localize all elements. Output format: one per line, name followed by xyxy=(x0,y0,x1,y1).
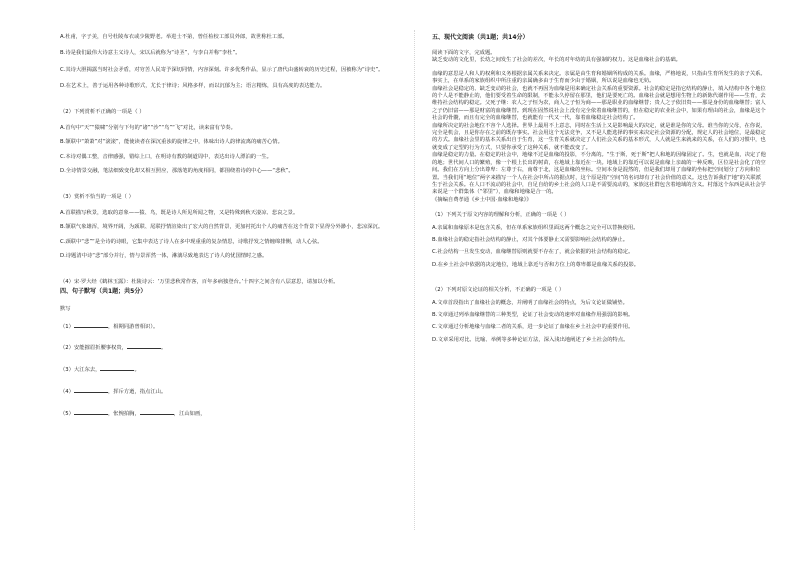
section-4-title: 四、句子默写（共1题；共5分） xyxy=(60,288,147,296)
dictation-number: （2） xyxy=(60,345,74,352)
reading-q1-option-c: C.社会结构一旦发生变动，血缘继替原则就要不存在了，就会依据的社会结构的稳定。 xyxy=(432,249,634,256)
reading-q2-option-b: B.文章通过列举血缘继替的三种类型，论证了社会变动的速率对血缘作用强弱的影响。 xyxy=(432,311,634,318)
answer-blank[interactable] xyxy=(74,322,108,328)
reading-q1-option-a: A.亲属和血缘原本是包含关系，但在单系家族组织里面这两个概念之完全可以替换使用。 xyxy=(432,224,639,231)
dictation-text: ，相期同游曾相识）。 xyxy=(107,323,159,330)
answer-blank[interactable] xyxy=(140,409,174,415)
dictation-line-5 xyxy=(60,409,400,418)
reading-q2-option-a: A.文章首段指出了血缘社会的概念，并阐明了血缘社会的特点，为后文论证做铺垫。 xyxy=(432,299,628,306)
dictation-line-4 xyxy=(60,387,400,396)
dictation-line-3 xyxy=(60,365,400,374)
dictation-text: 大江东去， xyxy=(73,367,101,374)
q1-option-b: B.诗是我们最伟大诗意主义诗人，宋以后就称为“诗圣”，与李白并称“李杜”。 xyxy=(60,50,241,57)
dictation-number: （1） xyxy=(60,323,74,330)
reading-paragraph-4: 血缘所决定的社会地位不容个人选择。世界上最用不上意志，同时在生活上又是影响最大的决定，就是谁是你的父母。谁当你的父母，在你说，完全是机会，且是你存在之前的既存事实。社会用这个无法竞争，又不是人能选择的事实来决定社会资源的分配，规定人的社会地位，是最稳定的方式。血缘社会里的基本关系出自于生育，这一生育关系就决定了人们社会关系的基本形式，人人就是生来就来的关系，在人们的习惯中，也就变成了定型的行为方式，只要你承受了这种关系，就不能改变了。 xyxy=(432,122,766,151)
dictation-heading: 默写 xyxy=(60,306,71,313)
reading-q2-option-d: D.文章采用对比、比喻、举例等多种论证方法，深入浅出地阐述了乡土社会的特点。 xyxy=(432,336,629,343)
reading-q1-option-d: D.在乡土社会中依据的决定地位，地域上靠近与否和方位上的尊卑都是血缘关系的投影。 xyxy=(432,261,640,268)
reading-q1-stem: （1）下列关于原文内容的理解和分析，正确的一项是（ ） xyxy=(432,212,570,219)
dictation-text: ，挥斥方遒，指点江山。 xyxy=(107,389,167,396)
column-divider xyxy=(414,30,415,530)
dictation-number: （3） xyxy=(60,367,74,374)
q3-option-b: B.颔联气象雄浑，境界开阔，为颈联、尾联抒情渲染出了宏大的自然背景，更加衬托出个人的痛苦在这个背景下显得分外渺小，悲凉深沉。 xyxy=(60,224,384,231)
q2-option-c: C.本诗对偶工整，音律感强，错综上口，在明诗有教的制道周中，表达出诗人漂泊的一生。 xyxy=(60,153,272,160)
answer-blank[interactable] xyxy=(74,387,108,393)
dictation-line-2 xyxy=(60,343,400,352)
dictation-text: 。 xyxy=(160,345,167,352)
dictation-text: 。 xyxy=(134,367,140,374)
q2-option-b: B.颔联中“萧萧”对“滚滚”，能使读者在深沉重浊的旋律之中，体味出诗人韵律流离的痛苦心情。 xyxy=(60,139,283,146)
dictation-text: ，怅惋拍胸， xyxy=(107,411,140,418)
section-5-title: 五、现代文阅读（共1题；共14分） xyxy=(432,34,529,41)
reading-source: 《摘编自费孝通《乡土中国·血缘和地缘》》 xyxy=(432,196,532,203)
right-column xyxy=(432,34,766,344)
answer-blank[interactable] xyxy=(100,365,134,371)
reading-q1-option-b: B.血缘社会的稳定指社会结构的静止，对其个体要静止又需要影响社会结构的静止。 xyxy=(432,236,629,243)
reading-paragraph-3: 血缘社会是稳定的、缺乏变动的社会，也就不再因为血缘是用来确定社会关系的重要资源。社会的稳定是指它结构的静止，填入结构中各个地位的个人是不能静止的，他们要受着生命的限制，不能永久停留在那里，他们是要死亡的。血缘社会就是想用生物上的新陈代谢作用——生育，去维持社会结构的稳定。父死子继：农人之子恒为农，商人之子恒为商——那是职业的血缘继替；贵人之子依旧贵——那是身份的血缘继替；富人之子仍旧富——那是财富的血缘继替。到现在固然说社会上没有完全依着血缘继替的，但在稳定的农业社会中，如果有理由的社会，血缘是这个社会的骨髓，而且有完全的血缘继替，也就能有一代又一代，靠着血缘稳定社会结构了。 xyxy=(432,85,766,122)
q2-option-d: D.全诗情景交融，笔法细致变化却又相互照应，那落笔的角度相同，都围绕着诗的中心——“悲秋”。 xyxy=(60,168,294,175)
dictation-number: （5） xyxy=(60,411,74,418)
dictation-line-1 xyxy=(60,322,400,331)
answer-blank[interactable] xyxy=(127,343,161,349)
reading-paragraph-2: 血缘的意思是人和人的权利和义务根据亲属关系来决定。亲属是由生育和婚姻所构成的关系。血缘，严格地说，只指由生育所发生的亲子关系。事实上，在单系的家族组织中所注重的亲属确多由于生育而少由于婚姻，所以说是血缘也无妨。 xyxy=(432,70,766,85)
left-column xyxy=(60,34,400,431)
q1-option-d: D.在艺术上，善于运用各种诗歌形式，尤长于律诗；风格多样，而以沉郁为主；语言精炼，具有高度的表达能力。 xyxy=(60,83,326,90)
q3-option-c: C.颈联中“悲”“是全诗的诗眼，它集中表达了诗人在多中现重重的复杂情思，诗歌抒发之情缠绵排恻，动人心弦。 xyxy=(60,238,323,245)
q2-option-a: A.首句中“天”“猿啸”分别与下句的“诸”“沙”“鸟”“飞”对比，读来富有节奏。 xyxy=(60,125,236,132)
q3-option-d: D.诗题清中诗“悲”部分并行，情与景浑然一体，淋漓尽致地表达了诗人的忧国情时之感。 xyxy=(60,253,268,260)
dictation-text: 安能摧眉折腰事权贵， xyxy=(73,345,127,352)
reading-q2-stem: （2）下列对原文论证的相关分析，不正确的一项是（ ） xyxy=(432,287,565,294)
reading-intro: 阅读下面的文字，完成题。 xyxy=(432,50,496,56)
q3-stem: （3）赏析不恰当的一项是（ ） xyxy=(60,193,134,200)
q4-text: （4）宋·罗大经《鹤林玉露》：杜陵诗云：‘万里悲秋常作客，百年多病独登台。’十四字之间含有八层意思，请加以分析。 xyxy=(60,278,339,285)
q1-option-c: C.其诗大胆揭露当时社会矛盾，对穷苦人民寄予深切同情，内容深刻。许多优秀作品，显示了唐代由盛转衰的历史过程，因被称为“诗史”。 xyxy=(60,66,384,73)
q1-option-a: A.杜甫，字子美，自号杜陵布衣或少陵野老。举进士不第，曾任检校工部员外郎，故世称杜工部。 xyxy=(60,34,288,40)
q3-option-a: A.首联描写秋景，选取的意象——猿、鸟，既是诗人所见所闻之物，又是特殊到秋天凄凉、悲哀之景。 xyxy=(60,210,299,217)
dictation-text: ，江山如画， xyxy=(173,411,206,418)
reading-paragraph-1: 缺乏变动的文化里，长幼之间发生了社会的差次，年长的对年幼的具有强制的权力。这是血缘社会的基础。 xyxy=(432,57,681,64)
q2-stem: （2）下列赏析不正确的一项是（ ） xyxy=(60,108,145,115)
dictation-number: （4） xyxy=(60,389,74,396)
answer-blank[interactable] xyxy=(74,409,108,415)
reading-paragraph-5: 血缘是稳定的力量。在稳定的社会中，地缘不过是血缘的投影，不分离的。“生于斯，死于斯”把人和地的因缘固定了。生，也就是血，决定了他的地；世代间人口的繁殖，像一个根上长出的树苗，在地域上靠近在一块。地域上的靠近可以说是血缘上亲疏的一种反映，区位是社会化了的空间。我们在方向上分出尊卑：左尊于右，南尊于北，这是血缘的坐标。空间本身是混然的，但是我们却用了血缘的坐标把空间划分了方向和位置。当我们用“地位”两字来描写一个人在社会中所占的据点时，这个原是指“空间”的名词却有了社会价值的意义。这也告诉我们“地”的关联派生于社会关系。在人口不流动的社会中，自足自给的乡土社会的人口是不需要流动的，家族这社群包含着地域的含义。村落这个东西是从社会学来说是一个群集体（“邻里”），血缘和地缘是合一的。 xyxy=(432,152,766,196)
reading-q2-option-c: C.文章通过分析地缘与血缘二者的关系，进一步论证了血缘在乡土社会中的重要作用。 xyxy=(432,324,634,331)
